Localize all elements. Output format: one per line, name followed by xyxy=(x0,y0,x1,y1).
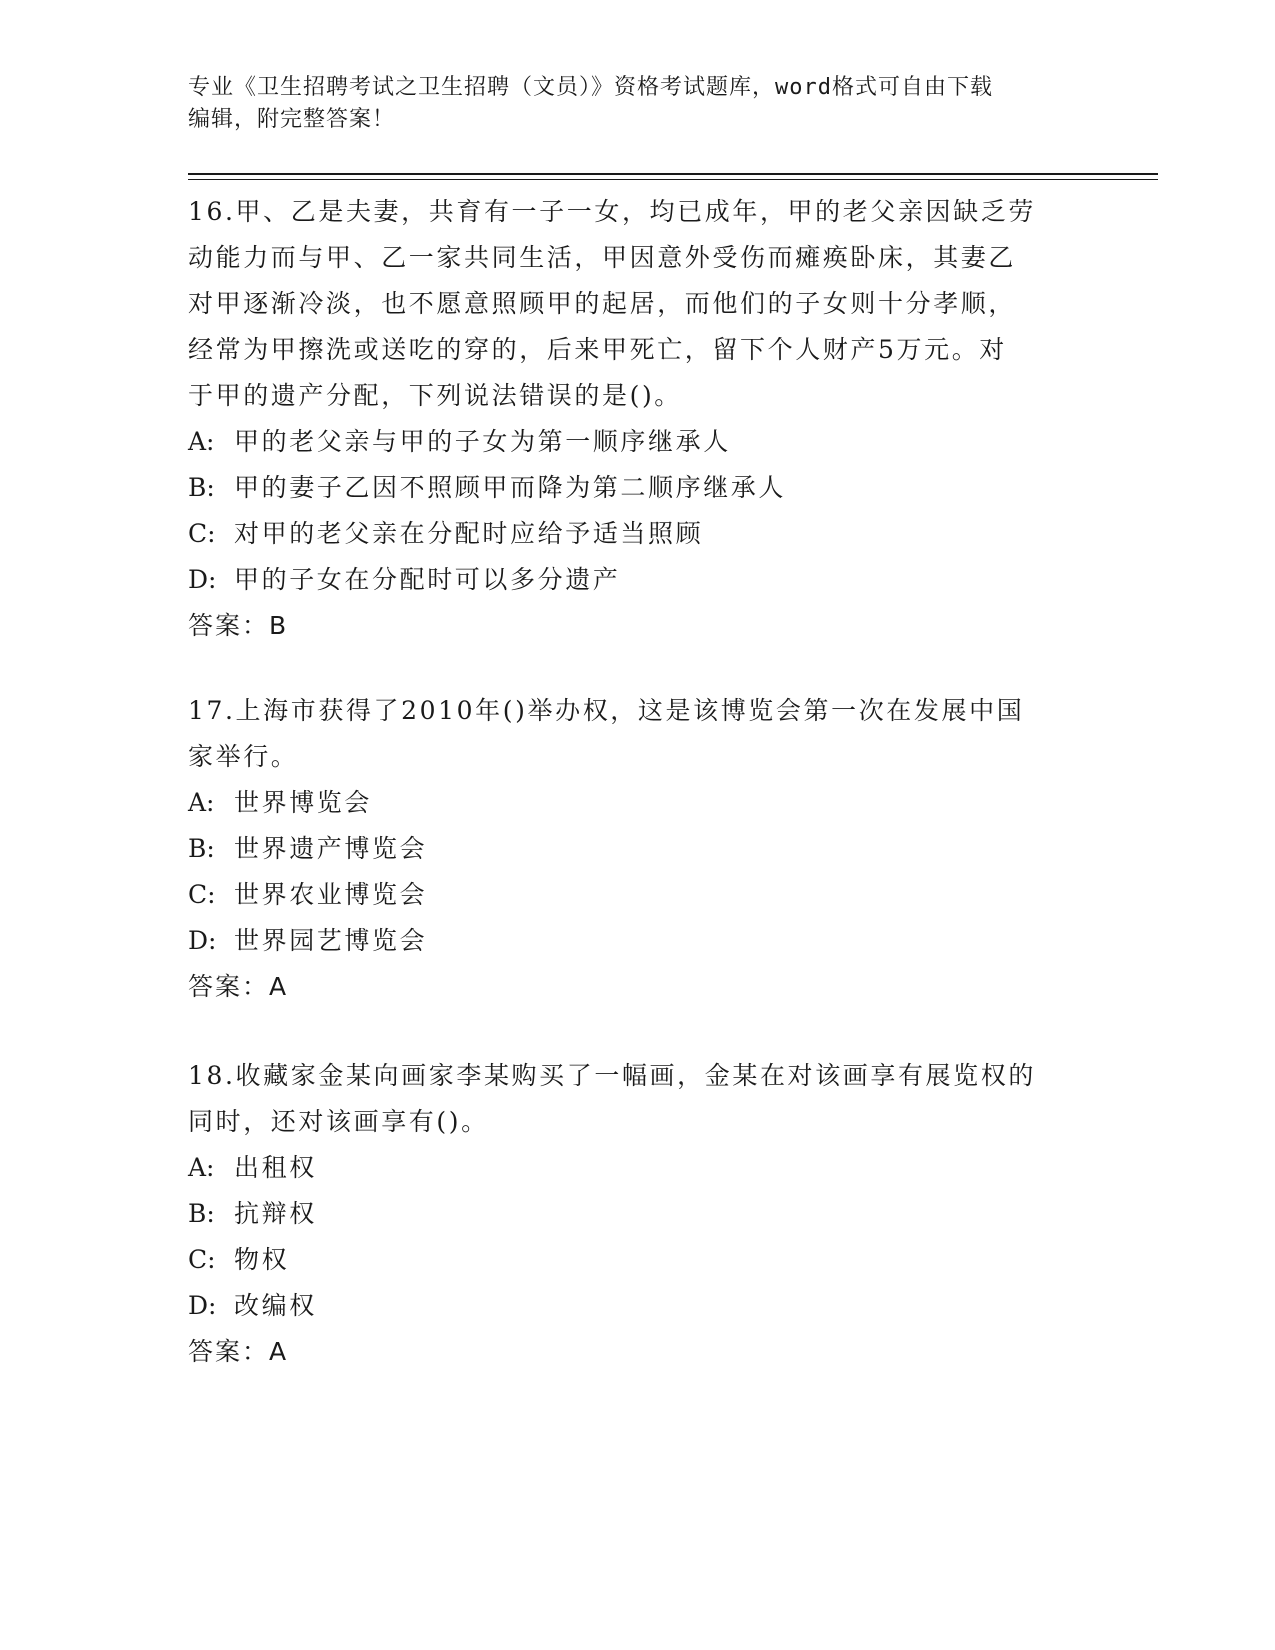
header-line-1: 专业《卫生招聘考试之卫生招聘（文员）》资格考试题库，word格式可自由下载 xyxy=(188,75,993,100)
option-b xyxy=(188,465,1088,511)
option-key: A: xyxy=(188,788,215,817)
answer-label: 答案：A xyxy=(188,972,289,1001)
question-18 xyxy=(188,1053,1088,1375)
question-text-line: 家举行。 xyxy=(188,742,299,771)
option-text: 甲的妻子乙因不照顾甲而降为第二顺序继承人 xyxy=(234,473,787,502)
answer-label: 答案：A xyxy=(188,1337,289,1366)
option-key: D: xyxy=(188,926,217,955)
option-text: 世界农业博览会 xyxy=(234,880,428,909)
option-key: B: xyxy=(188,834,215,863)
question-text-line: 经常为甲擦洗或送吃的穿的，后来甲死亡，留下个人财产5万元。对 xyxy=(188,335,1007,364)
option-key: D: xyxy=(188,1291,217,1320)
option-key: B: xyxy=(188,473,215,502)
option-text: 世界园艺博览会 xyxy=(234,926,428,955)
option-text: 出租权 xyxy=(234,1153,317,1182)
option-key: C: xyxy=(188,1245,216,1274)
option-text: 甲的子女在分配时可以多分遗产 xyxy=(234,565,621,594)
question-17 xyxy=(188,688,1088,1010)
option-a xyxy=(188,1145,1088,1191)
document-header xyxy=(188,72,1088,136)
option-a xyxy=(188,419,1088,465)
question-text-line: 18.收藏家金某向画家李某购买了一幅画，金某在对该画享有展览权的 xyxy=(188,1061,1036,1090)
option-d xyxy=(188,1283,1088,1329)
option-key: A: xyxy=(188,427,215,456)
question-16 xyxy=(188,189,1088,649)
option-b xyxy=(188,1191,1088,1237)
option-c xyxy=(188,872,1088,918)
header-rule-thick xyxy=(188,173,1158,175)
option-text: 世界遗产博览会 xyxy=(234,834,428,863)
option-a xyxy=(188,780,1088,826)
question-text-line: 16.甲、乙是夫妻，共育有一子一女，均已成年，甲的老父亲因缺乏劳 xyxy=(188,197,1036,226)
header-rule-thin xyxy=(188,179,1158,180)
question-text-line: 对甲逐渐冷淡，也不愿意照顾甲的起居，而他们的子女则十分孝顺， xyxy=(188,289,1017,318)
answer-label: 答案：B xyxy=(188,611,289,640)
option-text: 世界博览会 xyxy=(234,788,373,817)
option-c xyxy=(188,511,1088,557)
option-key: C: xyxy=(188,880,216,909)
option-b xyxy=(188,826,1088,872)
option-key: B: xyxy=(188,1199,215,1228)
option-text: 对甲的老父亲在分配时应给予适当照顾 xyxy=(234,519,704,548)
option-text: 改编权 xyxy=(234,1291,317,1320)
question-text-line: 17.上海市获得了2010年()举办权，这是该博览会第一次在发展中国 xyxy=(188,696,1025,725)
header-line-2: 编辑，附完整答案！ xyxy=(188,107,396,132)
question-text-line: 于甲的遗产分配，下列说法错误的是()。 xyxy=(188,381,682,410)
option-text: 物权 xyxy=(234,1245,290,1274)
option-d xyxy=(188,557,1088,603)
option-key: C: xyxy=(188,519,216,548)
option-d xyxy=(188,918,1088,964)
question-text-line: 动能力而与甲、乙一家共同生活，甲因意外受伤而瘫痪卧床，其妻乙 xyxy=(188,243,1017,272)
option-text: 甲的老父亲与甲的子女为第一顺序继承人 xyxy=(234,427,731,456)
option-text: 抗辩权 xyxy=(234,1199,317,1228)
option-key: A: xyxy=(188,1153,215,1182)
question-text-line: 同时，还对该画享有()。 xyxy=(188,1107,489,1136)
option-key: D: xyxy=(188,565,217,594)
option-c xyxy=(188,1237,1088,1283)
